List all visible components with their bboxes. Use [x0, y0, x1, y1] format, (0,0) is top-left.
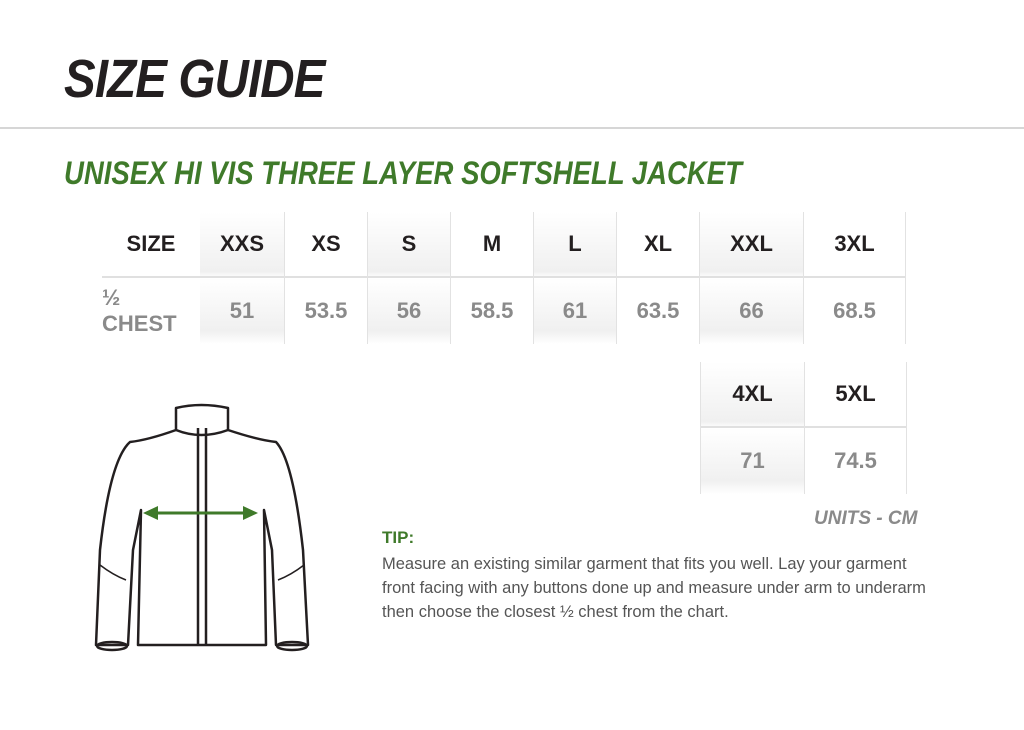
units-label: UNITS - CM: [814, 508, 918, 529]
size-header: XXS: [200, 212, 284, 278]
chest-value: 71: [740, 448, 765, 473]
size-table: [102, 212, 906, 344]
chest-value: 66: [739, 298, 764, 323]
chest-value: 56: [396, 298, 422, 323]
size-table-extended: [700, 362, 907, 494]
size-header: 5XL: [805, 362, 906, 428]
row-label-size: SIZE: [102, 212, 200, 278]
chest-value: 63.5: [636, 298, 680, 323]
size-header: 3XL: [804, 212, 905, 278]
chest-value: 58.5: [470, 298, 514, 323]
jacket-illustration: [88, 400, 318, 660]
size-header: M: [451, 212, 533, 278]
chest-value: 74.5: [834, 448, 877, 473]
size-header: S: [368, 212, 450, 278]
divider: [0, 127, 1024, 129]
tip-box: [382, 528, 942, 624]
product-title: UNISEX HI VIS THREE LAYER SOFTSHELL JACKET: [64, 155, 742, 191]
page-title: SIZE GUIDE: [64, 49, 325, 109]
chest-value: 61: [562, 298, 588, 323]
size-header: 4XL: [701, 362, 804, 428]
chest-measure-arrow-icon: [143, 506, 258, 520]
chest-value: 68.5: [833, 298, 876, 323]
size-header: XS: [285, 212, 367, 278]
size-header: XXL: [700, 212, 803, 278]
chest-value: 53.5: [304, 298, 348, 323]
tip-text: Measure an existing similar garment that fits you well. Lay your garment front facing with any buttons done up and measure under arm to underarm then choose the closest ½ chest from the chart.: [382, 555, 926, 621]
size-header: L: [534, 212, 616, 278]
row-label-chest: ½ CHEST: [102, 285, 177, 336]
size-header: XL: [617, 212, 699, 278]
tip-heading: TIP:: [382, 528, 415, 547]
chest-value: 51: [229, 298, 255, 323]
